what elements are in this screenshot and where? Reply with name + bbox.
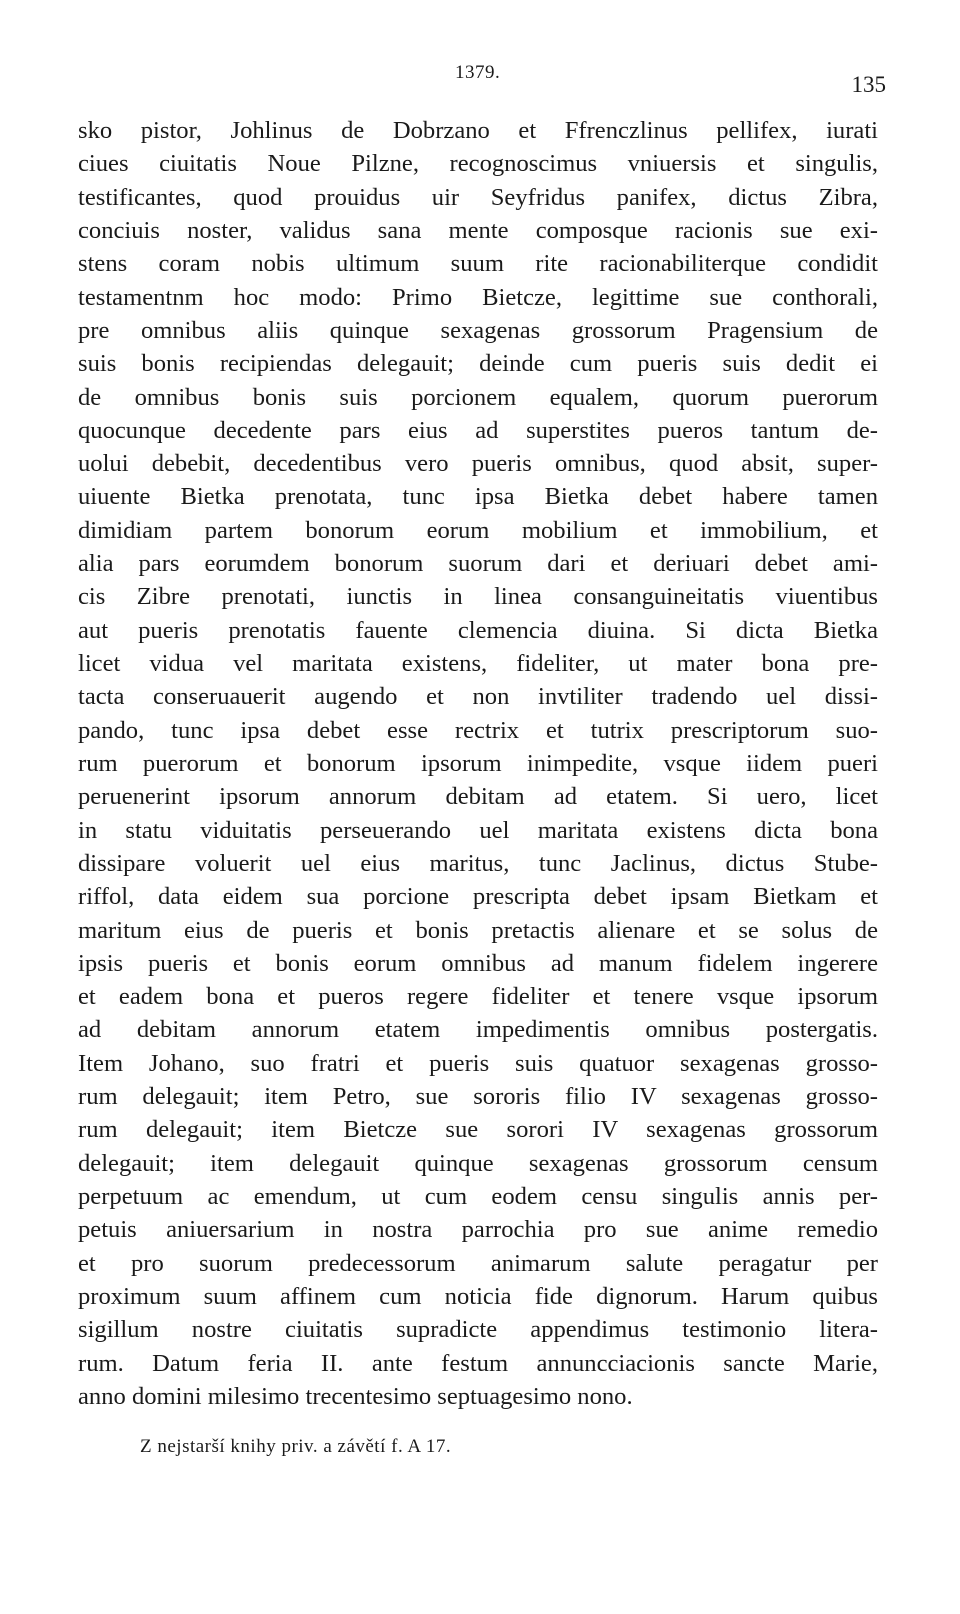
text-line: aut pueris prenotatis fauente clemencia diuina. Si dicta Bietka bbox=[78, 616, 878, 644]
text-line: dimidiam partem bonorum eorum mobilium et immobilium, et bbox=[78, 516, 878, 544]
text-line: pando, tunc ipsa debet esse rectrix et tutrix prescriptorum suo- bbox=[78, 716, 878, 744]
text-line: in statu viduitatis perseuerando uel maritata existens dicta bona bbox=[78, 816, 878, 844]
text-line: tacta conseruauerit augendo et non invtiliter tradendo uel dissi- bbox=[78, 683, 878, 711]
text-line: proximum suum affinem cum noticia fide dignorum. Harum quibus bbox=[78, 1282, 878, 1310]
text-line: sko pistor, Johlinus de Dobrzano et Ffrenczlinus pellifex, iurati bbox=[78, 117, 878, 144]
text-line: perpetuum ac emendum, ut cum eodem censu singulis annis per- bbox=[78, 1183, 878, 1210]
text-line: licet vidua vel maritata existens, fideliter, ut mater bona pre- bbox=[78, 650, 878, 677]
text-line: suis bonis recipiendas delegauit; deinde cum pueris suis dedit ei bbox=[78, 350, 878, 378]
text-line: maritum eius de pueris et bonis pretactis alienare et se solus de bbox=[78, 916, 878, 944]
text-line: delegauit; item delegauit quinque sexagenas grossorum censum bbox=[78, 1149, 878, 1177]
text-line: Item Johano, suo fratri et pueris suis quatuor sexagenas grosso- bbox=[78, 1049, 878, 1077]
text-line: rum puerorum et bonorum ipsorum inimpedite, vsque iidem pueri bbox=[78, 749, 878, 777]
text-line: ipsis pueris et bonis eorum omnibus ad manum fidelem ingerere bbox=[78, 949, 878, 977]
source-note: Z nejstarší knihy priv. a závětí f. A 17. bbox=[140, 1436, 452, 1457]
text-line: rum. Datum feria II. ante festum annuncciacionis sancte Marie, bbox=[78, 1349, 878, 1377]
text-line: et eadem bona et pueros regere fideliter et tenere vsque ipsorum bbox=[78, 983, 878, 1011]
body-text bbox=[78, 114, 878, 1413]
text-line: uolui debebit, decedentibus vero pueris omnibus, quod absit, super- bbox=[78, 450, 878, 478]
text-line: stens coram nobis ultimum suum rite racionabiliterque condidit bbox=[78, 250, 878, 278]
page-number: 135 bbox=[851, 72, 886, 97]
text-line: conciuis noster, validus sana mente composque racionis sue exi- bbox=[78, 216, 878, 244]
running-head-year: 1379. bbox=[455, 62, 501, 83]
text-line: ad debitam annorum etatem impedimentis omnibus postergatis. bbox=[78, 1016, 878, 1044]
text-line: rum delegauit; item Petro, sue sororis filio IV sexagenas grosso- bbox=[78, 1083, 878, 1111]
text-line: alia pars eorumdem bonorum suorum dari et deriuari debet ami- bbox=[78, 550, 878, 578]
text-line: anno domini milesimo trecentesimo septuagesimo nono. bbox=[78, 1382, 633, 1410]
text-line: pre omnibus aliis quinque sexagenas grossorum Pragensium de bbox=[78, 316, 878, 344]
text-line: dissipare voluerit uel eius maritus, tunc Jaclinus, dictus Stube- bbox=[78, 849, 878, 877]
text-line: quocunque decedente pars eius ad superstites pueros tantum de- bbox=[78, 416, 878, 444]
text-line: uiuente Bietka prenotata, tunc ipsa Bietka debet habere tamen bbox=[78, 483, 878, 511]
page-header bbox=[0, 62, 960, 97]
text-line: et pro suorum predecessorum animarum salute peragatur per bbox=[78, 1249, 878, 1277]
text-line: petuis aniuersarium in nostra parrochia pro sue anime remedio bbox=[78, 1216, 878, 1244]
text-line: riffol, data eidem sua porcione prescripta debet ipsam Bietkam et bbox=[78, 883, 878, 911]
text-line: ciues ciuitatis Noue Pilzne, recognoscimus vniuersis et singulis, bbox=[78, 150, 878, 178]
text-line: rum delegauit; item Bietcze sue sorori IV sexagenas grossorum bbox=[78, 1116, 878, 1144]
text-line: de omnibus bonis suis porcionem equalem, quorum puerorum bbox=[78, 383, 878, 411]
text-line: peruenerint ipsorum annorum debitam ad etatem. Si uero, licet bbox=[78, 783, 878, 811]
text-line: testificantes, quod prouidus uir Seyfridus panifex, dictus Zibra, bbox=[78, 183, 878, 211]
text-line: cis Zibre prenotati, iunctis in linea consanguineitatis viuentibus bbox=[78, 583, 878, 611]
text-line: sigillum nostre ciuitatis supradicte appendimus testimonio litera- bbox=[78, 1316, 878, 1344]
text-line: testamentnm hoc modo: Primo Bietcze, legittime sue conthorali, bbox=[78, 283, 878, 311]
